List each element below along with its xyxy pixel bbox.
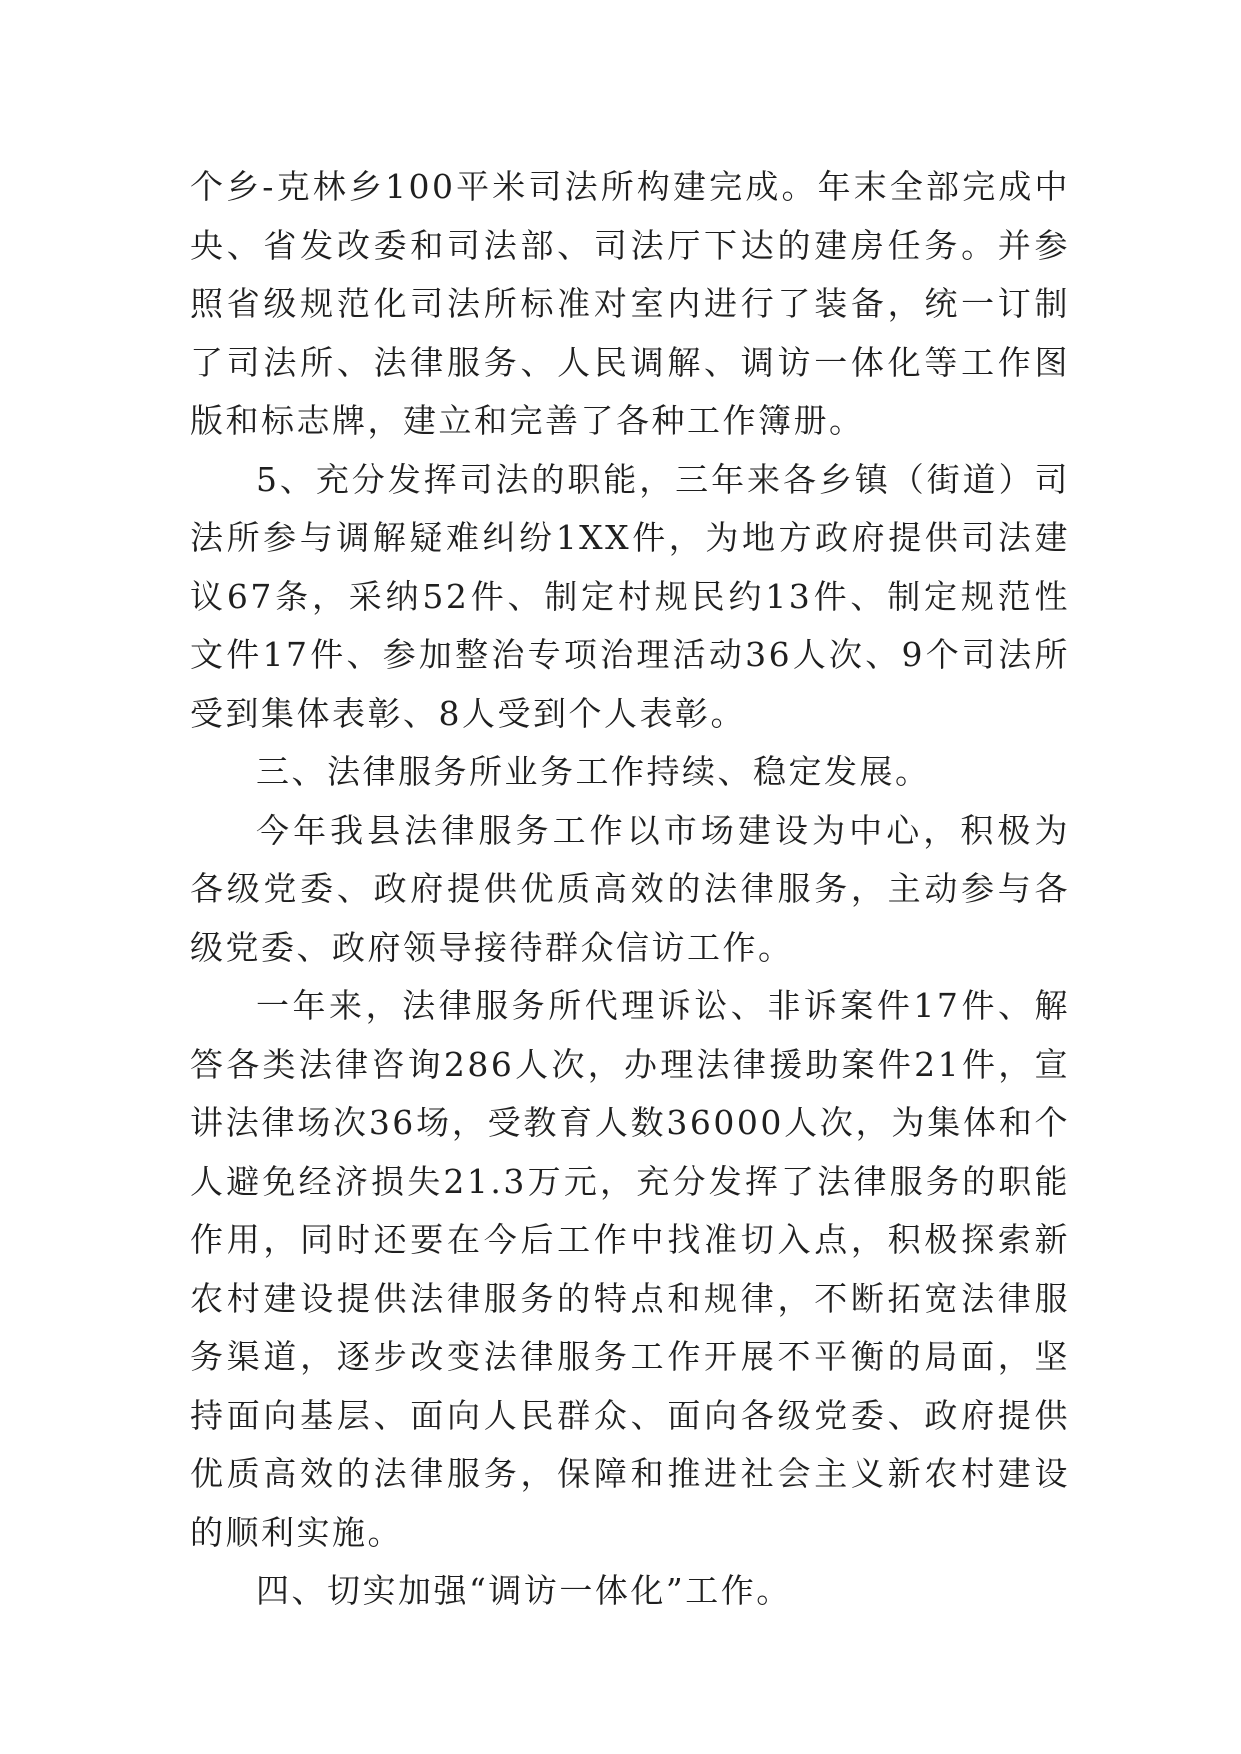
paragraph-legal-services-results: 一年来，法律服务所代理诉讼、非诉案件17件、解答各类法律咨询286人次，办理法律援助案件21件，宣讲法律场次36场，受教育人数36000人次，为集体和个人避免经济损失21.3万元，充分发挥了法律服务的职能作用，同时还要在今后工作中找准切入点，积极探索新农村建设提供法律服务的特点和规律，不断拓宽法律服务渠道，逐步改变法律服务工作开展不平衡的局面，坚持面向基层、面向人民群众、面向各级党委、政府提供优质高效的法律服务，保障和推进社会主义新农村建设的顺利实施。 [190,986,1070,1552]
section-heading-legal-services: 三、法律服务所业务工作持续、稳定发展。 [256,752,931,791]
paragraph-judicial-functions: 5、充分发挥司法的职能，三年来各乡镇（街道）司法所参与调解疑难纠纷1XX件，为地方政府提供司法建议67条，采纳52件、制定村规民约13件、制定规范性文件17件、参加整治专项治理活动36人次、9个司法所受到集体表彰、8人受到个人表彰。 [190,459,1070,733]
paragraph-legal-services-overview: 今年我县法律服务工作以市场建设为中心，积极为各级党委、政府提供优质高效的法律服务，主动参与各级党委、政府领导接待群众信访工作。 [190,810,1070,967]
section-heading-mediation-petition: 四、切实加强“调访一体化”工作。 [256,1571,792,1610]
document-body [190,158,1070,1621]
paragraph-continuation-judicial-office-construction: 个乡-克林乡100平米司法所构建完成。年末全部完成中央、省发改委和司法部、司法厅下达的建房任务。并参照省级规范化司法所标准对室内进行了装备，统一订制了司法所、法律服务、人民调解、调访一体化等工作图版和标志牌，建立和完善了各种工作簿册。 [190,167,1070,440]
